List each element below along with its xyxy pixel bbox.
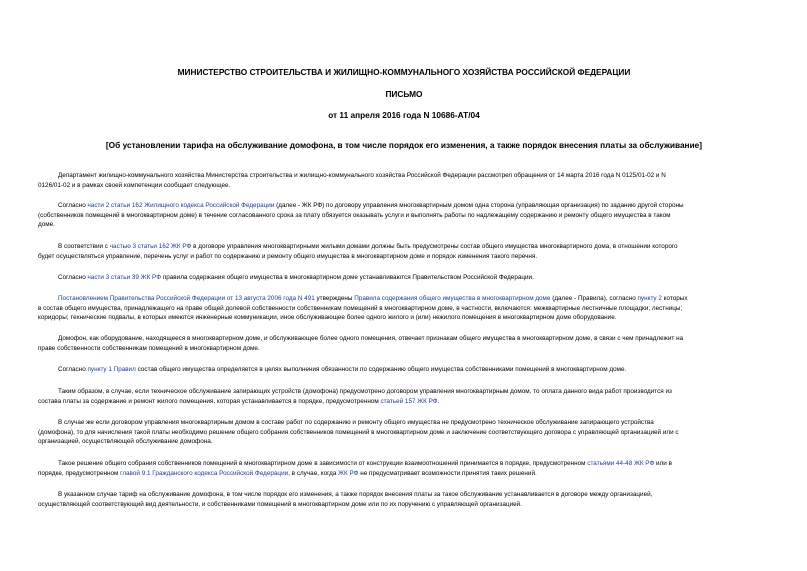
law-link[interactable]: части 3 статьи 39 ЖК РФ xyxy=(87,274,162,281)
text-run: . xyxy=(437,397,440,405)
law-link[interactable]: главой 9.1 Гражданского кодекса Российской Федерации xyxy=(120,469,289,477)
text-line: организацией, осуществляющей обслуживание домофона. xyxy=(38,438,213,446)
law-link[interactable]: пункту 2 xyxy=(637,295,662,302)
law-link[interactable]: Правила содержания общего имущества в многоквартирном доме xyxy=(354,295,551,302)
paragraph-5 xyxy=(38,294,770,323)
text-run: Согласно xyxy=(58,202,88,209)
text-run: Такое решение общего собрания собственников помещений в многоквартирном доме в зависимости от конструкции взаимоотношений принимается в порядке, предусмотренном xyxy=(58,460,588,467)
text-line: Домофон, как оборудование, находящееся в многоквартирном доме, и обслуживающее более одного помещения, отвечает признакам общего имущества в многоквартирном доме, в связи с чем принадлежит на xyxy=(58,335,684,342)
text-line xyxy=(38,469,770,479)
document-subject: [Об установлении тарифа на обслуживание домофона, в том числе порядок его изменения, а также порядок внесения платы за обслуживание] xyxy=(105,140,703,150)
text-run: , в случае, когда xyxy=(288,469,339,477)
law-link[interactable]: статьей 157 ЖК РФ xyxy=(380,397,438,405)
paragraph-2 xyxy=(38,201,770,230)
text-run: состава платы за содержание и ремонт жилого помещения, которая устанавливается в порядке, предусмотренном xyxy=(38,397,381,405)
paragraph-11 xyxy=(38,490,770,509)
text-line xyxy=(38,273,770,283)
paragraph-7 xyxy=(38,365,770,375)
paragraph-1 xyxy=(38,171,770,190)
text-line xyxy=(38,459,770,469)
text-run: которых xyxy=(661,295,688,302)
text-line xyxy=(38,201,770,211)
text-line: в состав общего имущества, принадлежащего на праве общей долевой собственности собственникам помещений в многоквартирном доме, в частности, включаются: межквартирные лестничные площадки; лестницы; xyxy=(38,304,683,312)
text-run: или в xyxy=(654,460,672,467)
text-line: коридоры; технические подвалы, в которых имеются инженерные коммуникации, иное обслуживающее более одного жилого и (или) нежилого помещения в многоквартирном доме оборудование. xyxy=(38,314,617,322)
text-line: 0126/01-02 и в рамках своей компетенции сообщает следующее. xyxy=(38,181,231,189)
text-run: порядке, предусмотренном xyxy=(38,469,121,477)
text-run: (далее - ЖК РФ) по договору управления многоквартирным домом одна сторона (управляющая организация) по заданию другой стороны xyxy=(274,202,684,209)
text-line: В случае же если договором управления многоквартирным домом в составе работ по содержанию и ремонту общего имущества не предусмотрено техническое обслуживание запирающего устройства xyxy=(58,419,654,426)
text-line: В указанном случае тариф на обслуживание домофона, в том числе порядок его изменения, а также порядок внесения платы за такое обслуживание устанавливается в договоре между организацией, xyxy=(58,491,653,498)
text-run: (далее - Правила), согласно xyxy=(550,295,638,302)
ministry-title: МИНИСТЕРСТВО СТРОИТЕЛЬСТВА И ЖИЛИЩНО-КОММУНАЛЬНОГО ХОЗЯЙСТВА РОССИЙСКОЙ ФЕДЕРАЦИИ xyxy=(177,67,631,77)
law-link[interactable]: ЖК РФ xyxy=(338,469,359,477)
law-link[interactable]: Постановлением Правительства Российской Федерации от 13 августа 2006 года N 491 xyxy=(58,295,315,302)
text-line: (домофона), то для начисления такой платы необходимо решение общего собрания собственников помещений в многоквартирном доме и заключение соответствующего договора с управляющей организацией или с xyxy=(38,428,679,436)
text-line: будет осуществляться управление, перечень услуг и работ по содержанию и ремонту общего имущества в многоквартирном доме и порядок изменения такого перечня. xyxy=(38,252,538,260)
text-line xyxy=(38,294,770,304)
text-run: состав общего имущества определяется в целях выполнения обязанности по содержанию общего имущества собственниками помещений в многоквартирном доме. xyxy=(135,366,627,373)
law-link[interactable]: частью 3 статьи 162 ЖК РФ xyxy=(109,243,192,250)
paragraph-10 xyxy=(38,459,770,478)
law-link[interactable]: части 2 статьи 162 Жилищного кодекса Российской Федерации xyxy=(87,202,275,209)
text-line: осуществляющей соответствующий вид деятельности, и собственниками помещений в многоквартирном доме или по их поручению с управляющей организацией. xyxy=(38,500,522,508)
text-run: Согласно xyxy=(58,366,88,373)
law-link[interactable]: пункту 1 Правил xyxy=(87,366,136,373)
text-line xyxy=(38,397,770,407)
text-line: праве собственности собственникам помещений в многоквартирном доме. xyxy=(38,344,260,352)
paragraph-4 xyxy=(38,273,770,283)
text-run: В соответствии с xyxy=(58,243,110,250)
text-line: Таким образом, в случае, если техническое обслуживание запирающих устройств (домофона) предусмотрено договором управления многоквартирным домом, то оплата данного вида работ производится из xyxy=(58,388,672,395)
paragraph-3 xyxy=(38,242,770,261)
paragraph-8 xyxy=(38,387,770,406)
text-line xyxy=(38,365,770,375)
text-line xyxy=(38,242,770,252)
text-line: доме. xyxy=(38,221,55,229)
text-run: утверждены xyxy=(314,295,355,302)
text-line: (собственников помещений в многоквартирном доме) в течение согласованного срока за плату обязуется оказывать услуги и выполнять работы по надлежащему содержанию и ремонту общего имущества в таком xyxy=(38,211,671,219)
paragraph-9 xyxy=(38,418,770,447)
text-run: правила содержания общего имущества в многоквартирном доме устанавливаются Правительством Российской Федерации. xyxy=(161,274,534,281)
paragraph-6 xyxy=(38,334,770,353)
document-date-number: от 11 апреля 2016 года N 10686-АТ/04 xyxy=(328,110,480,120)
law-link[interactable]: статьями 44-48 ЖК РФ xyxy=(587,460,655,467)
text-run: в договоре управления многоквартирными жилыми домами должны быть предусмотрены состав общего имущества многоквартирного дома, в отношении которого xyxy=(191,243,678,250)
document-type: ПИСЬМО xyxy=(385,89,423,99)
text-line: Департамент жилищно-коммунального хозяйства Министерства строительства и жилищно-коммунального хозяйства Российской Федерации рассмотрел обращения от 14 марта 2016 года N 0125/01-02 и N xyxy=(58,172,666,179)
text-run: не предусматривает возможности принятия таких решений. xyxy=(358,469,537,477)
text-run: Согласно xyxy=(58,274,88,281)
